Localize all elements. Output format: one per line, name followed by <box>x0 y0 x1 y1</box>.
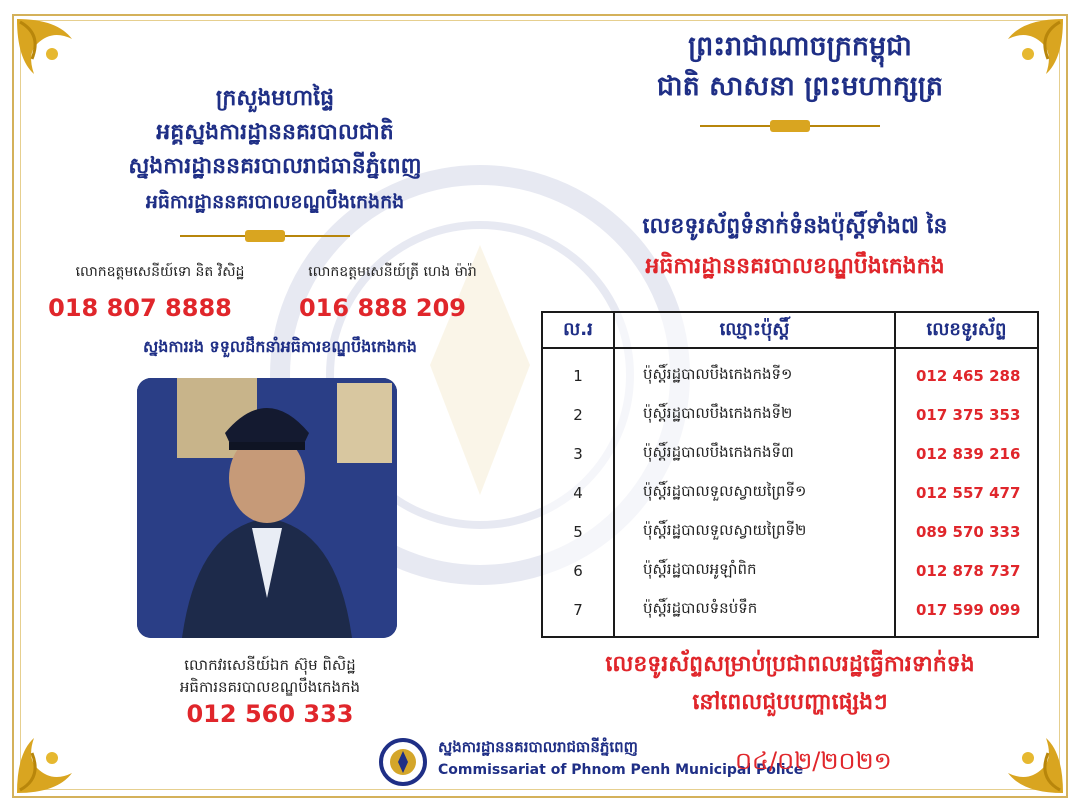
ministry-title: ក្រសួងមហាផ្ទៃ <box>215 86 335 111</box>
row-no: 3 <box>542 434 614 473</box>
row-no: 2 <box>542 395 614 434</box>
row-no: 6 <box>542 551 614 590</box>
row-name: ប៉ុស្តិ៍រដ្ឋបាលទំនប់ទឹក <box>614 590 895 637</box>
header-no: ល.រ <box>542 312 614 348</box>
chief-photo <box>137 378 397 638</box>
row-phone: 012 465 288 <box>916 366 1021 385</box>
row-no: 4 <box>542 473 614 512</box>
table-row <box>542 395 1038 434</box>
divider-ornament-icon <box>180 228 350 242</box>
chief-role: អធិការនគរបាលខណ្ឌបឹងកេងកង <box>179 678 361 696</box>
table-title: លេខទូរស័ព្ទទំនាក់ទំនងប៉ុស្តិ៍ទាំង៧ នៃ <box>642 214 948 239</box>
row-name: ប៉ុស្តិ៍រដ្ឋបាលទួលស្វាយព្រៃទី១ <box>614 473 895 512</box>
row-no: 5 <box>542 512 614 551</box>
table-row <box>542 551 1038 590</box>
corner-ornament-icon <box>12 14 102 104</box>
table-row <box>542 348 1038 395</box>
chief-name: លោកវរសេនីយ៍ឯក ស៊ុម ពិសិដ្ឋ <box>184 656 356 674</box>
national-police-title: អគ្គស្នងការដ្ឋាននគរបាលជាតិ <box>156 120 394 145</box>
deputy-2-title: លោកឧត្តមសេនីយ៍ត្រី ហេង ម៉ារ៉ា <box>308 264 477 280</box>
deputies-caption: ស្នងការរង ទទួលដឹកនាំអធិការខណ្ឌបឹងកេងកង <box>143 337 417 356</box>
contact-note-sub: នៅពេលជួបបញ្ហាផ្សេងៗ <box>692 690 888 715</box>
row-phone: 017 375 353 <box>916 405 1021 424</box>
phnom-penh-police-title: ស្នងការដ្ឋាននគរបាលរាជធានីភ្នំពេញ <box>128 154 422 179</box>
row-phone: 012 878 737 <box>916 561 1021 580</box>
row-name: ប៉ុស្តិ៍រដ្ឋបាលបឹងកេងកងទី២ <box>614 395 895 434</box>
row-phone: 012 839 216 <box>916 444 1021 463</box>
row-phone: 089 570 333 <box>916 522 1021 541</box>
district-police-title: អធិការដ្ឋាននគរបាលខណ្ឌបឹងកេងកង <box>145 191 405 213</box>
row-name: ប៉ុស្តិ៍រដ្ឋបាលបឹងកេងកងទី១ <box>614 348 895 395</box>
corner-ornament-icon <box>12 708 102 798</box>
footer-org-en: Commissariat of Phnom Penh Municipal Police <box>438 762 804 778</box>
kingdom-title: ព្រះរាជាណាចក្រកម្ពុជា <box>688 31 912 62</box>
nation-motto: ជាតិ សាសនា ព្រះមហាក្សត្រ <box>656 71 944 102</box>
table-header-row <box>542 312 1038 348</box>
row-name: ប៉ុស្តិ៍រដ្ឋបាលអូឡាំពិក <box>614 551 895 590</box>
row-name: ប៉ុស្តិ៍រដ្ឋបាលបឹងកេងកងទី៣ <box>614 434 895 473</box>
table-row <box>542 473 1038 512</box>
posts-table <box>541 311 1039 638</box>
row-no: 7 <box>542 590 614 637</box>
corner-ornament-icon <box>978 708 1068 798</box>
divider-ornament-icon <box>700 118 880 132</box>
footer-date: ០៤/០២/២០២១ <box>735 747 892 775</box>
deputy-2-phone: 016 888 209 <box>298 294 466 322</box>
table-row <box>542 590 1038 637</box>
row-phone: 012 557 477 <box>916 483 1021 502</box>
table-subtitle: អធិការដ្ឋាននគរបាលខណ្ឌបឹងកេងកង <box>645 254 945 279</box>
header-name: ឈ្មោះប៉ុស្តិ៍ <box>614 312 895 348</box>
table-row <box>542 434 1038 473</box>
table-row <box>542 512 1038 551</box>
footer-org-km: ស្នងការដ្ឋាននគរបាលរាជធានីភ្នំពេញ <box>438 738 638 756</box>
deputy-1-phone: 018 807 8888 <box>48 294 232 322</box>
chief-phone: 012 560 333 <box>186 700 354 728</box>
police-emblem-icon <box>375 737 431 787</box>
contact-note: លេខទូរស័ព្ទសម្រាប់ប្រជាពលរដ្ឋធ្វើការទាក់ទង <box>605 652 975 677</box>
row-phone: 017 599 099 <box>916 600 1021 619</box>
row-name: ប៉ុស្តិ៍រដ្ឋបាលទួលស្វាយព្រៃទី២ <box>614 512 895 551</box>
header-phone: លេខទូរស័ព្ទ <box>895 312 1038 348</box>
row-no: 1 <box>542 348 614 395</box>
deputy-1-title: លោកឧត្តមសេនីយ៍ទោ និត វិសិដ្ឋ <box>75 264 245 280</box>
